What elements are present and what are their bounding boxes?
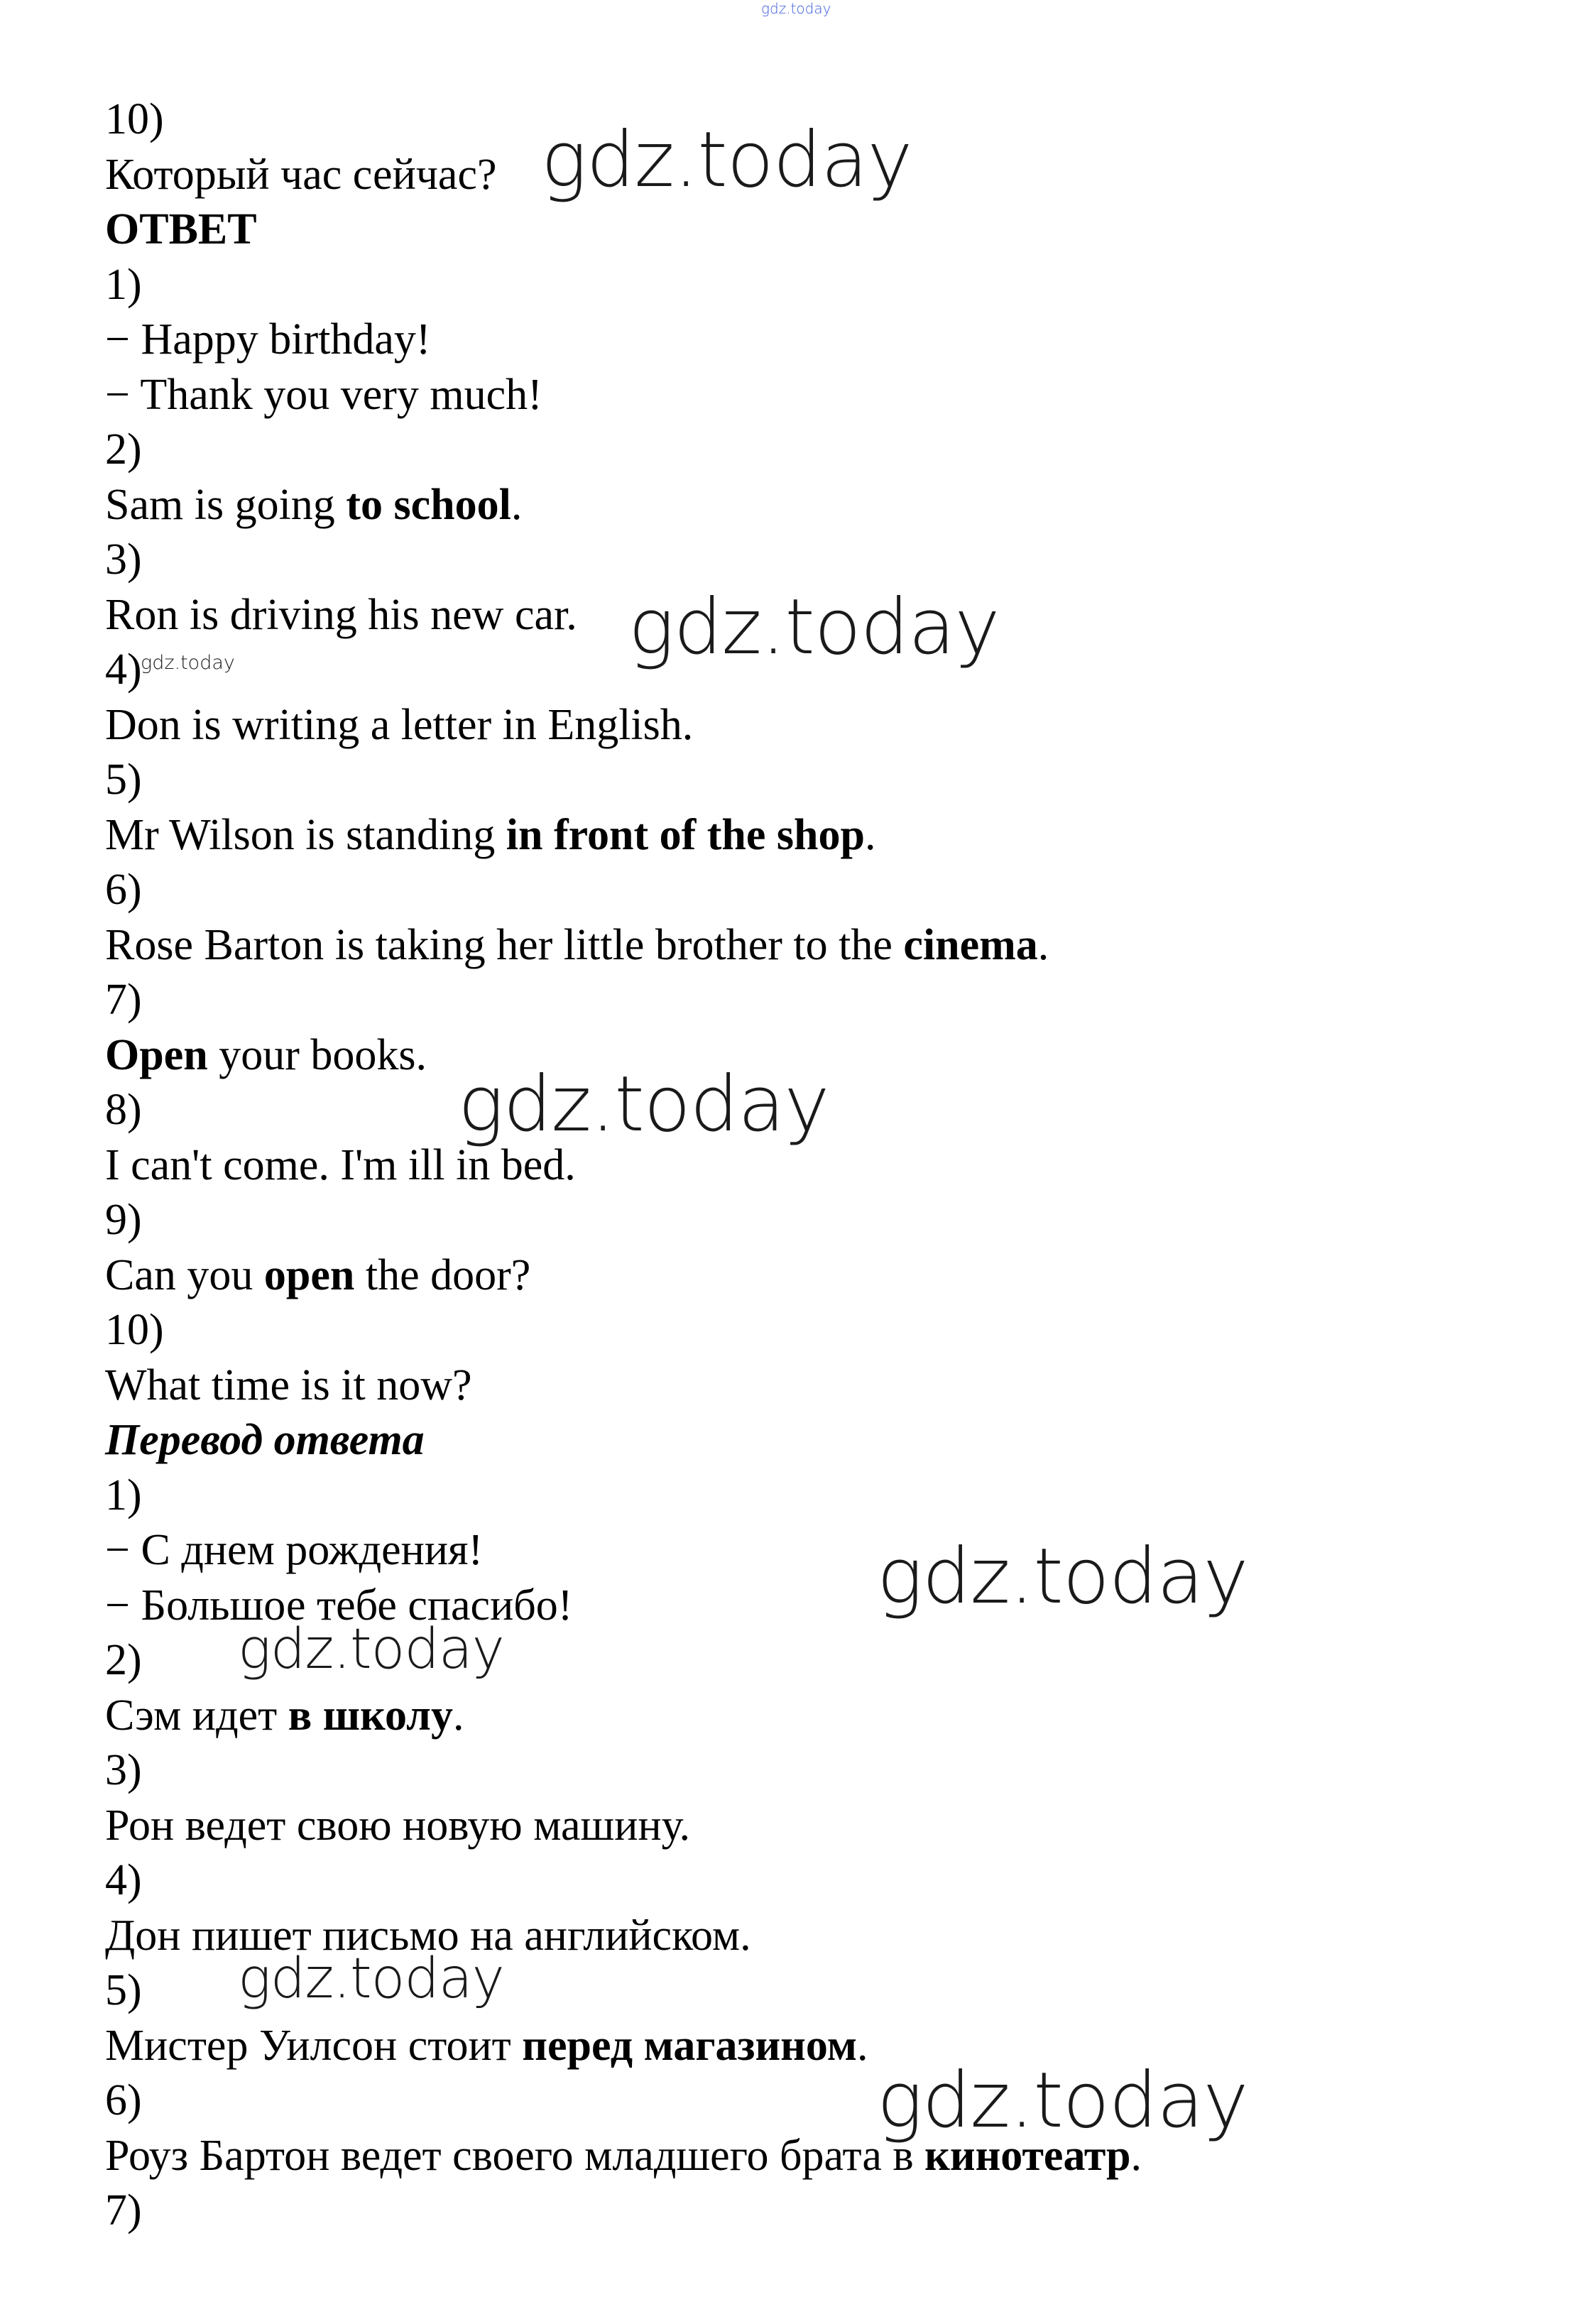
watermark: gdz.today <box>541 116 912 204</box>
watermark: gdz.today <box>628 583 1000 672</box>
text-segment: . <box>856 2021 868 2070</box>
watermark: gdz.today <box>877 1532 1248 1621</box>
watermark: gdz.today <box>141 652 235 674</box>
text-line <box>105 2073 1454 2129</box>
text-line <box>105 1689 1454 1744</box>
text-segment: 3) <box>105 535 142 584</box>
text-line <box>105 478 1454 533</box>
text-segment: ОТВЕТ <box>105 205 257 253</box>
text-segment: 2) <box>105 425 142 474</box>
text-segment: What time is it now? <box>105 1360 472 1409</box>
text-segment: Дон пишет письмо на английском. <box>105 1911 751 1960</box>
text-line <box>105 368 1454 423</box>
text-segment: cinema <box>903 920 1038 969</box>
watermark: gdz.today <box>877 2056 1248 2145</box>
text-line <box>105 1193 1454 1248</box>
text-segment: 9) <box>105 1196 142 1244</box>
text-line <box>105 2129 1454 2184</box>
text-segment: I can't come. I'm ill in bed. <box>105 1140 576 1189</box>
text-line <box>105 422 1454 478</box>
text-segment: − Большое тебе спасибо! <box>105 1581 573 1630</box>
text-line <box>105 1248 1454 1304</box>
text-segment: − Thank you very much! <box>105 370 542 419</box>
text-segment: − С днем рождения! <box>105 1526 484 1574</box>
text-segment: . <box>1037 920 1049 969</box>
text-segment: Don is writing a letter in English. <box>105 700 694 749</box>
text-line <box>105 533 1454 588</box>
text-segment: Роуз Бартон ведет своего младшего брата в <box>105 2131 925 2180</box>
text-line <box>105 1799 1454 1854</box>
text-segment: 4) <box>105 1856 142 1904</box>
text-segment: the door? <box>354 1250 531 1299</box>
text-segment: Рон ведет свою новую машину. <box>105 1801 690 1850</box>
text-line <box>105 1853 1454 1909</box>
text-segment: 10) <box>105 95 164 143</box>
text-segment: in front of the shop <box>506 810 865 859</box>
text-segment: Can you <box>105 1250 264 1299</box>
text-segment: Ron is driving his new car. <box>105 590 577 639</box>
text-segment: кинотеатр <box>924 2131 1131 2180</box>
text-segment: Мистер Уилсон стоит <box>105 2021 523 2070</box>
text-segment: Open <box>105 1030 208 1079</box>
text-line <box>105 1303 1454 1358</box>
text-segment: . <box>511 480 523 529</box>
text-segment: 5) <box>105 1966 142 2014</box>
text-segment: 10) <box>105 1306 164 1354</box>
text-segment: . <box>1130 2131 1142 2180</box>
watermark-top: gdz.today <box>761 0 831 17</box>
text-segment: 8) <box>105 1086 142 1134</box>
text-segment: 1) <box>105 260 142 309</box>
text-line <box>105 202 1454 258</box>
text-segment: в школу <box>288 1691 453 1740</box>
text-segment: . <box>452 1691 464 1740</box>
text-segment: 7) <box>105 976 142 1024</box>
text-line <box>105 1743 1454 1799</box>
text-segment: 6) <box>105 866 142 914</box>
text-segment: 6) <box>105 2076 142 2124</box>
text-line <box>105 312 1454 368</box>
text-line <box>105 863 1454 918</box>
text-line <box>105 2019 1454 2074</box>
text-line <box>105 258 1454 313</box>
text-segment: 5) <box>105 755 142 804</box>
text-segment: 7) <box>105 2186 142 2235</box>
text-line <box>105 1523 1454 1578</box>
text-line <box>105 2183 1454 2239</box>
text-line <box>105 1468 1454 1524</box>
text-segment: Перевод ответа <box>105 1416 425 1464</box>
text-line <box>105 1413 1454 1468</box>
text-segment: перед магазином <box>522 2021 857 2070</box>
text-segment: to school <box>346 480 511 529</box>
text-segment: open <box>263 1250 355 1299</box>
document-body <box>105 92 1454 2239</box>
text-line <box>105 753 1454 808</box>
text-segment: 4) <box>105 645 142 694</box>
text-line <box>105 808 1454 863</box>
text-segment: Sam is going <box>105 480 346 529</box>
watermark: gdz.today <box>458 1060 829 1149</box>
text-segment: 1) <box>105 1471 142 1520</box>
text-line <box>105 918 1454 973</box>
text-segment: Который час сейчас? <box>105 150 497 199</box>
text-segment: 2) <box>105 1636 142 1684</box>
text-segment: − Happy birthday! <box>105 315 431 364</box>
watermark: gdz.today <box>238 1947 504 2011</box>
text-segment: 3) <box>105 1746 142 1794</box>
text-line <box>105 973 1454 1028</box>
watermark: gdz.today <box>238 1617 504 1681</box>
text-segment: . <box>865 810 876 859</box>
text-line <box>105 1358 1454 1414</box>
text-segment: your books. <box>207 1030 427 1079</box>
text-segment: Mr Wilson is standing <box>105 810 506 859</box>
text-segment: Сэм идет <box>105 1691 288 1740</box>
text-segment: Rose Barton is taking her little brother to the <box>105 920 904 969</box>
text-line <box>105 698 1454 753</box>
